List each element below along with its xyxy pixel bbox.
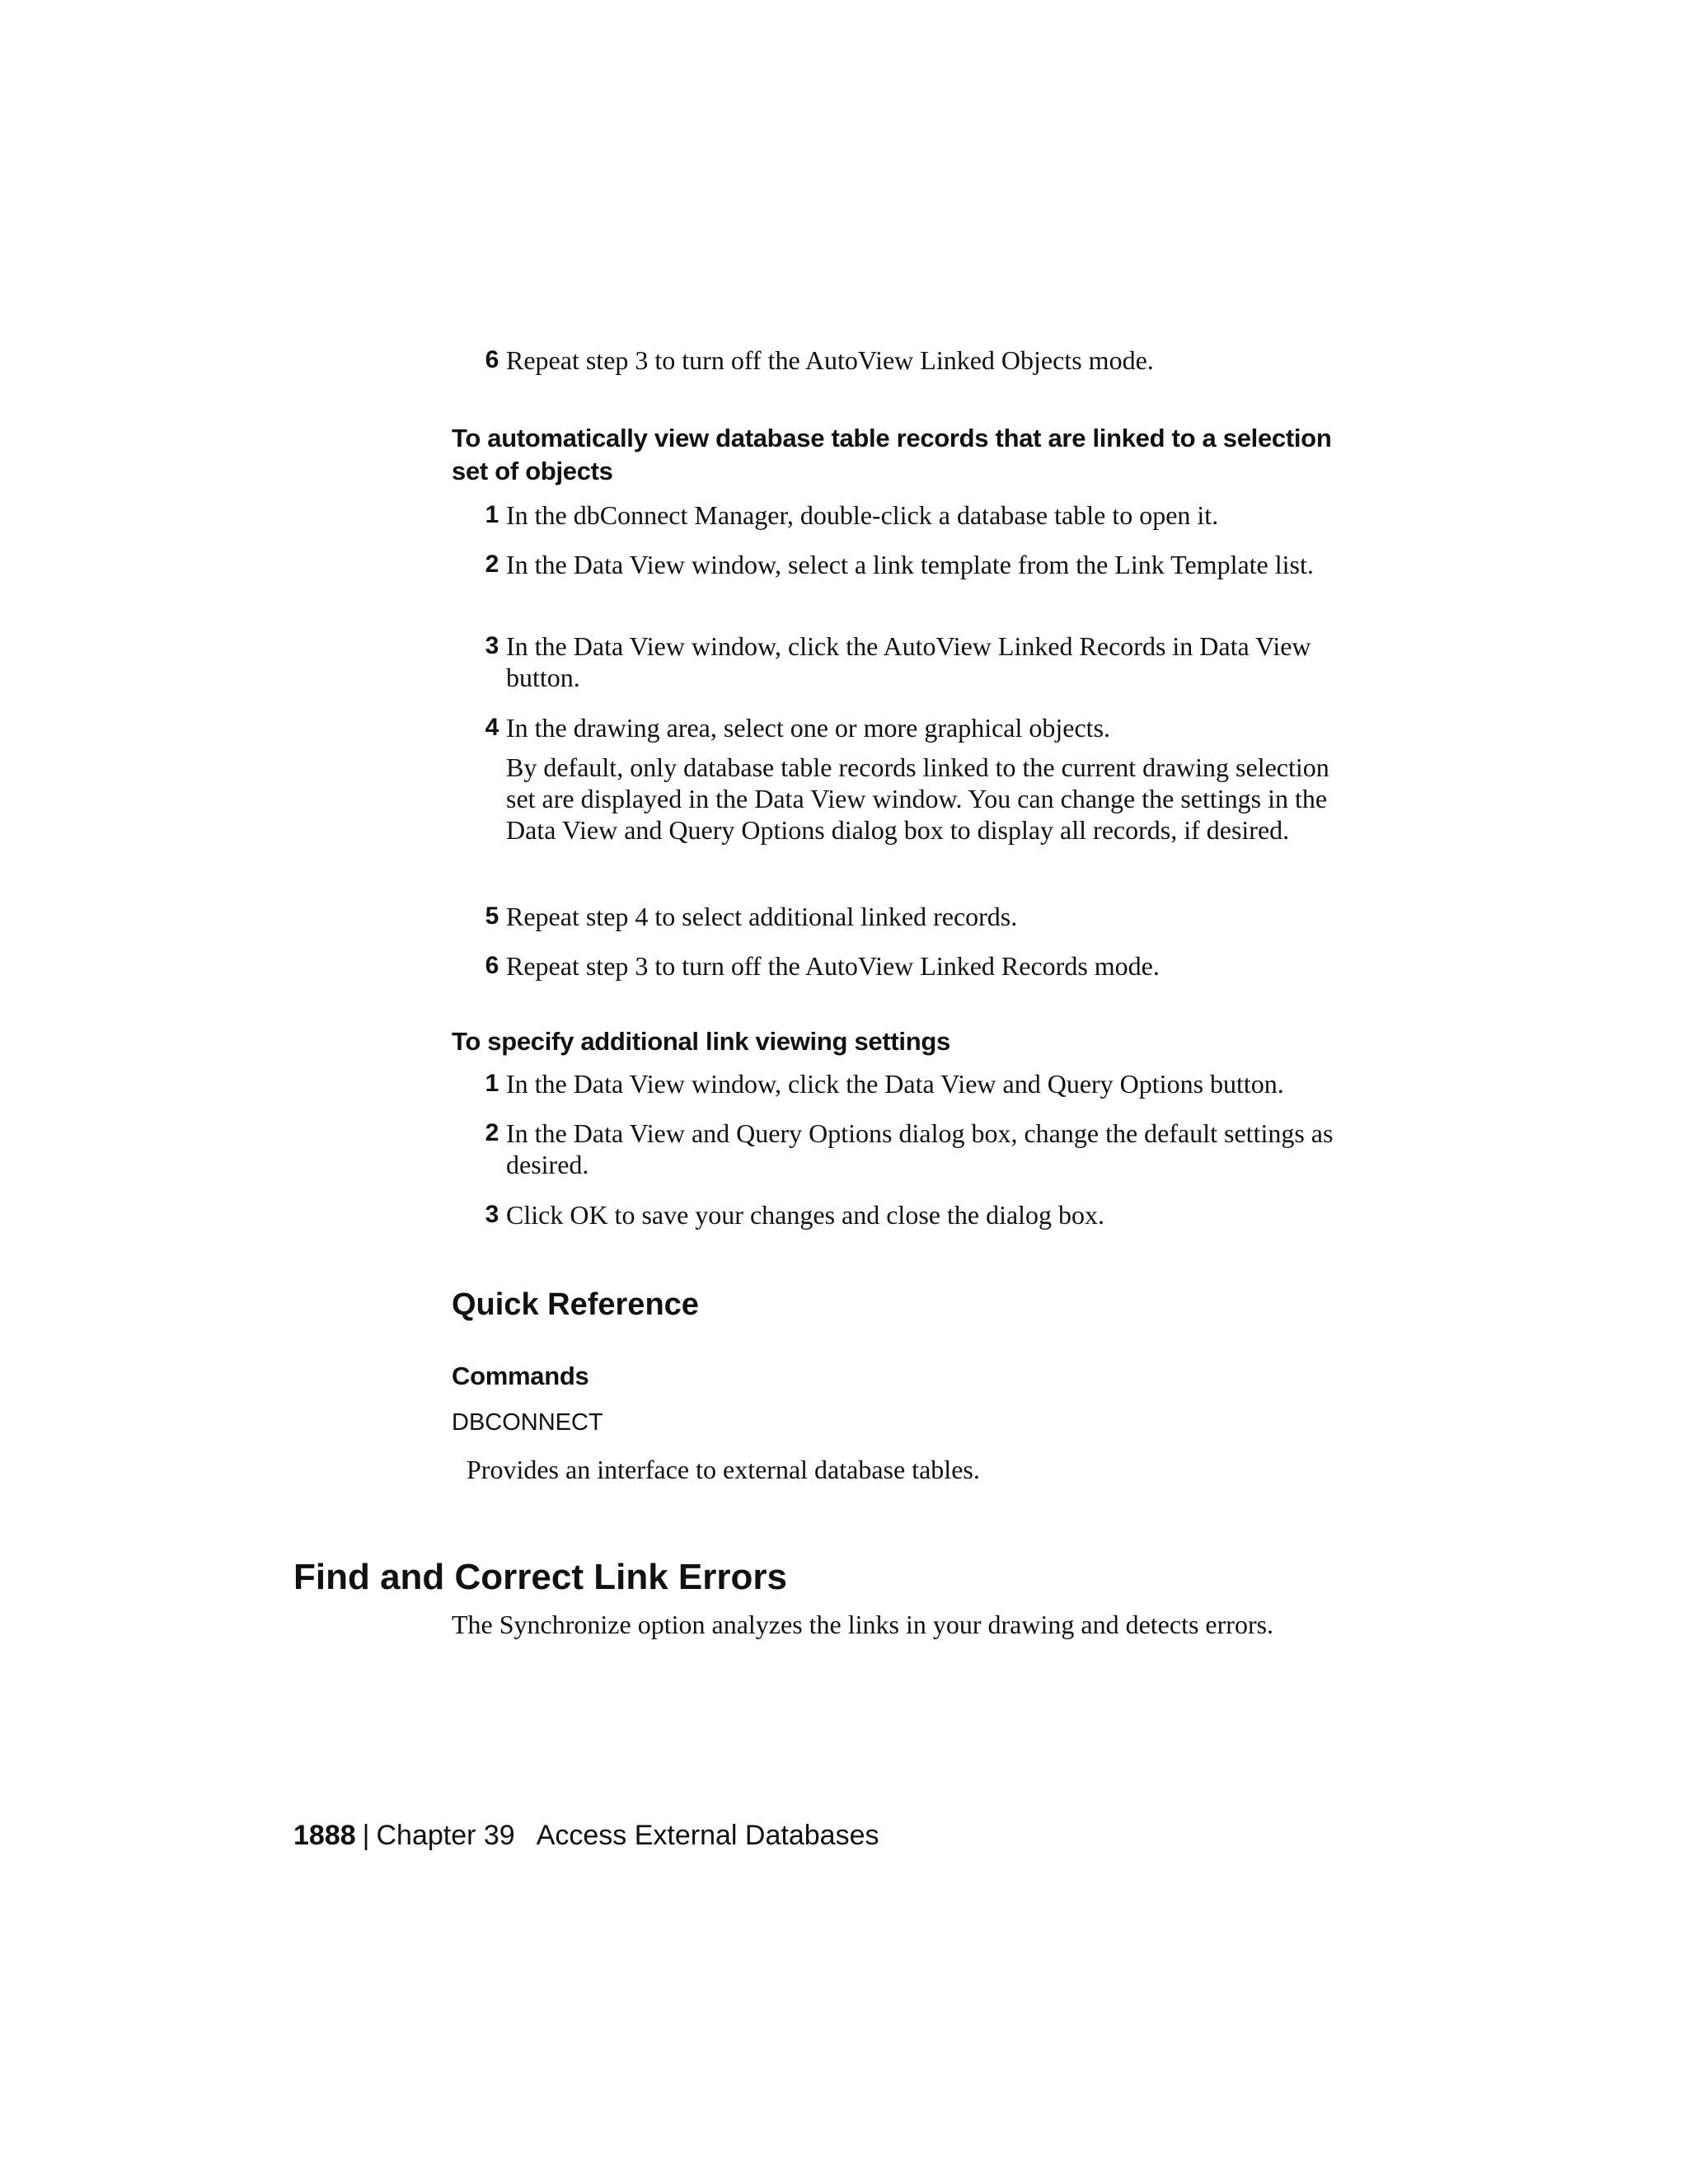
footer-separator: | [362,1820,370,1851]
step-text: Repeat step 4 to select additional linked records. [506,902,1018,931]
section-heading: Find and Correct Link Errors [293,1557,787,1597]
commands-heading: Commands [452,1361,589,1390]
quick-reference-heading: Quick Reference [452,1287,699,1322]
step-number: 6 [485,952,499,979]
step-item [452,630,1338,693]
step-text: Repeat step 3 to turn off the AutoView Linked Records mode. [506,951,1160,981]
page-footer [293,1818,879,1853]
step-number: 3 [485,1201,499,1228]
chapter-label: Chapter 39 [376,1820,515,1851]
step-item [452,549,1338,580]
step-text: In the dbConnect Manager, double-click a database table to open it. [506,500,1219,530]
command-description: Provides an interface to external database tables. [467,1455,980,1484]
step-number: 2 [485,551,499,578]
step-item [452,1118,1338,1180]
step-number: 5 [485,902,499,930]
step-text: Click OK to save your changes and close the dialog box. [506,1200,1105,1230]
step-text: In the Data View window, click the AutoView Linked Records in Data View button. [506,631,1311,692]
step-text: Repeat step 3 to turn off the AutoView Linked Objects mode. [506,345,1154,375]
step-text: In the Data View window, select a link template from the Link Template list. [506,550,1314,579]
command-name: DBCONNECT [452,1409,603,1436]
step-text: In the Data View window, click the Data View and Query Options button. [506,1069,1284,1099]
step-item [452,344,1338,376]
step-item [452,1068,1338,1099]
step-note: By default, only database table records linked to the current drawing selection set are displayed in the Data View window. You can change the settings in the Data View and Query Options dialog box to display all records, if desired. [506,752,1329,845]
step-number: 4 [485,714,499,741]
step-item [452,901,1338,932]
step-item [452,950,1338,982]
chapter-title: Access External Databases [536,1820,879,1851]
section-intro: The Synchronize option analyzes the links in your drawing and detects errors. [452,1610,1274,1639]
step-number: 1 [485,1070,499,1097]
step-number: 1 [485,501,499,528]
step-item [452,712,1338,846]
step-number: 6 [485,346,499,373]
procedure-title: To specify additional link viewing settings [452,1027,950,1056]
step-text: In the drawing area, select one or more graphical objects. [506,713,1111,743]
step-number: 2 [485,1119,499,1146]
step-text: In the Data View and Query Options dialog box, change the default settings as desired. [506,1118,1334,1179]
page-number: 1888 [293,1820,356,1851]
step-number: 3 [485,632,499,659]
step-item [452,1199,1338,1230]
step-item [452,499,1338,531]
procedure-title: To automatically view database table records that are linked to a selection set of objects [452,424,1332,485]
